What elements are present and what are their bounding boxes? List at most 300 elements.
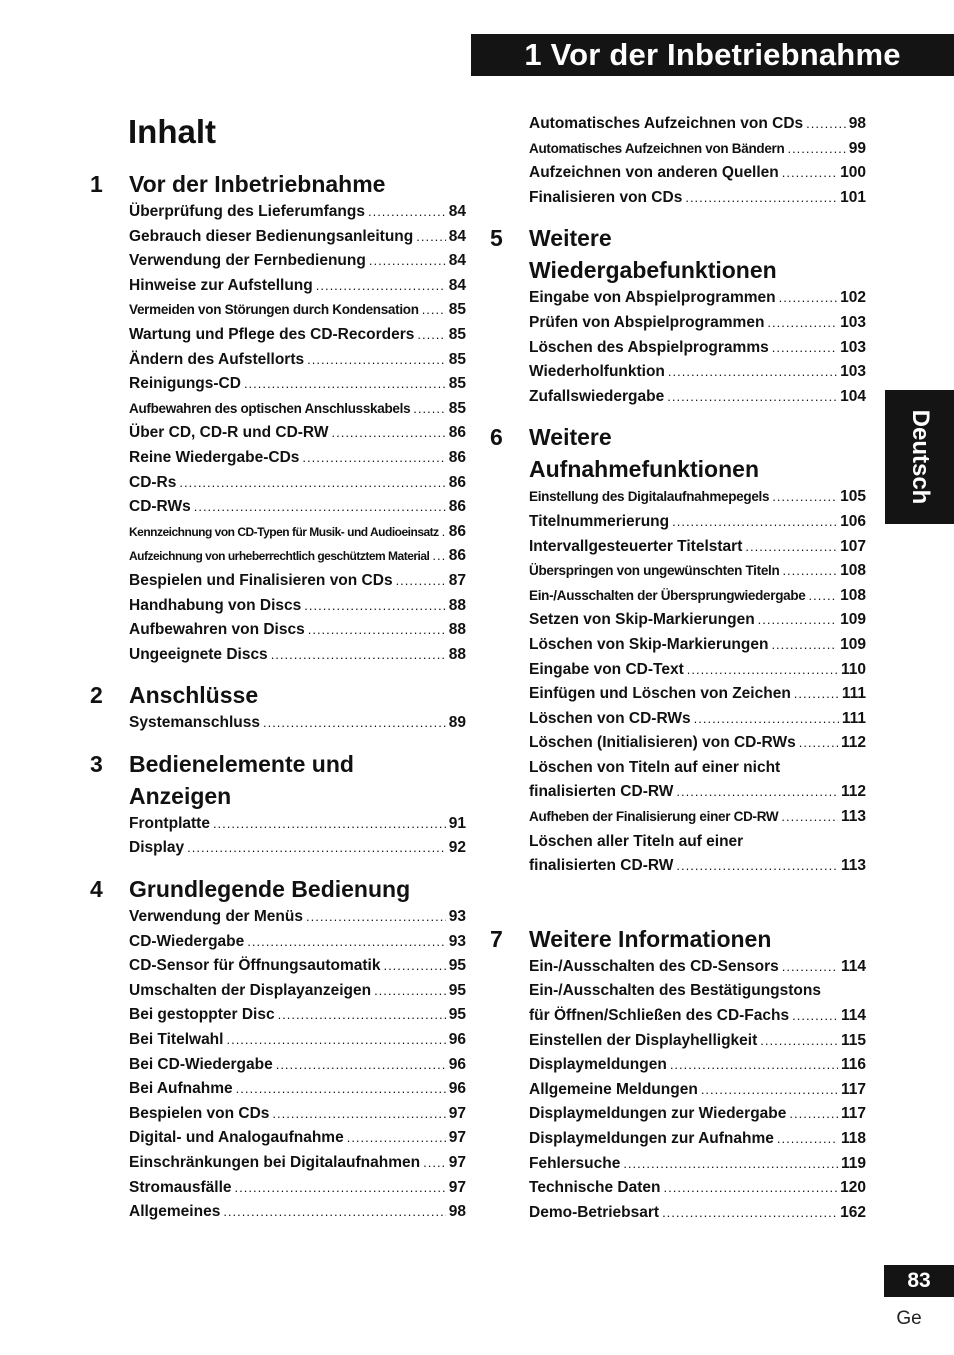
section-spacer [490,409,866,421]
language-tab [885,390,954,524]
toc-right-column [490,112,866,1225]
toc-entry-line [529,979,866,1004]
toc-entry [529,1102,866,1127]
toc-entry [529,161,866,186]
page-title: Inhalt [128,113,216,150]
toc-leader-dots [794,682,839,707]
toc-entry-page: 110 [840,660,866,678]
toc-section-heading [490,421,866,485]
toc-entry [529,682,866,707]
toc-entry-page: 93 [448,908,466,926]
toc-entry-page: 105 [840,488,866,506]
section-title: Anzeigen [129,782,232,809]
toc-entry-page: 97 [448,1178,466,1196]
toc-entry [529,584,866,609]
toc-entry [529,1029,866,1054]
toc-entry-text: Hinweise zur Aufstellung [129,276,313,294]
toc-entry-page: 111 [841,685,866,703]
toc-entry-page: 95 [448,1006,466,1024]
toc-entry [129,1151,466,1176]
toc-entry [529,658,866,683]
toc-entry-page: 98 [448,1203,466,1221]
toc-leader-dots [668,360,837,385]
toc-entry [129,836,466,861]
toc-leader-dots [272,1102,445,1127]
toc-entry-page: 114 [840,1007,866,1025]
toc-entry-text: finalisierten CD-RW [529,783,674,801]
toc-entry-text: Umschalten der Displayanzeigen [129,981,372,999]
toc-entry-page: 116 [840,1056,866,1074]
toc-entry-text: Bei gestoppter Disc [129,1006,275,1024]
toc-leader-dots [623,1152,838,1177]
toc-leader-dots [369,249,446,274]
toc-leader-dots [417,323,445,348]
toc-leader-dots [413,397,445,422]
toc-entry-page: 92 [448,839,466,857]
toc-leader-dots [777,1127,838,1152]
toc-entry [529,1078,866,1103]
toc-entry-page: 120 [840,1179,866,1197]
toc-entry [529,633,866,658]
toc-entry-page: 89 [448,714,466,732]
toc-entry-page: 87 [448,571,466,589]
toc-entry [129,1003,466,1028]
toc-entry-page: 86 [448,522,466,540]
toc-entry-page: 111 [841,709,866,727]
toc-entry [529,510,866,535]
toc-entry-text: Fehlersuche [529,1154,621,1172]
toc-entry [129,1028,466,1053]
toc-entry-text: Frontplatte [129,814,210,832]
toc-entry-page: 108 [840,586,866,604]
toc-entry [129,446,466,471]
toc-leader-dots [662,1201,837,1226]
toc-entry-text: Löschen von Skip-Markierungen [529,635,769,653]
language-code: Ge [896,1308,922,1329]
toc-leader-dots [236,1077,446,1102]
toc-entry-list [529,112,866,210]
toc-entry-text: Automatisches Aufzeichnen von Bändern [529,140,785,156]
toc-leader-dots [213,812,446,837]
section-number: 6 [490,424,503,451]
page-number: 83 [884,1265,954,1297]
toc-leader-dots [432,544,445,569]
toc-entry [529,955,866,980]
toc-entry [129,421,466,446]
toc-entry [529,311,866,336]
toc-entry-text: Display [129,839,185,857]
section-title: Wiedergabefunktionen [529,257,777,284]
toc-entry [129,1102,466,1127]
toc-leader-dots [667,385,837,410]
toc-entry [129,274,466,299]
section-title: Bedienelemente und [129,750,354,777]
toc-entry-text: Technische Daten [529,1179,661,1197]
section-title: Weitere Informationen [529,925,772,952]
toc-entry-text: Handhabung von Discs [129,596,302,614]
toc-entry-text: Löschen von Titeln auf einer nicht [529,758,781,776]
toc-leader-dots [223,1200,445,1225]
toc-entry-text: Eingabe von Abspielprogrammen [529,289,776,307]
toc-entry-text: Löschen (Initialisieren) von CD-RWs [529,734,796,752]
toc-leader-dots [331,421,445,446]
toc-entry [529,137,866,162]
section-number: 7 [490,925,503,952]
toc-entry-text: Überspringen von ungewünschten Titeln [529,563,780,579]
toc-entry [529,485,866,510]
toc-entry [529,559,866,584]
toc-entry [129,1126,466,1151]
toc-leader-dots [672,510,837,535]
toc-entry-text: Löschen von CD-RWs [529,709,691,727]
toc-leader-dots [306,905,446,930]
toc-entry-text: Bespielen und Finalisieren von CDs [129,571,393,589]
toc-section-heading [90,748,466,812]
toc-entry-text: Displaymeldungen zur Aufnahme [529,1130,774,1147]
toc-entry-page: 103 [840,363,866,381]
section-number: 3 [90,750,103,777]
toc-entry-text: Aufzeichnung von urheberrechtlich geschütztem Material [129,549,430,564]
toc-entry-text: Bespielen von CDs [129,1104,270,1122]
toc-leader-dots [304,594,446,619]
toc-entry [529,608,866,633]
toc-entry [129,930,466,955]
toc-section [90,168,466,667]
toc-section [90,679,466,736]
toc-entry-page: 103 [840,338,866,356]
toc-leader-dots [771,633,837,658]
toc-entry [529,707,866,732]
toc-entry-page: 85 [448,399,466,417]
toc-entry-text: CD-Sensor für Öffnungsautomatik [129,957,381,975]
toc-leader-dots [806,112,846,137]
toc-entry [129,1176,466,1201]
toc-entry [129,372,466,397]
toc-entry-text: Allgemeines [129,1203,221,1221]
section-number: 1 [90,171,103,197]
toc-section-heading [490,222,866,286]
toc-leader-dots [308,618,446,643]
toc-entry-page: 85 [448,375,466,393]
toc-entry-list [129,711,466,736]
toc-section-heading [90,679,466,711]
toc-entry-text: Allgemeine Meldungen [529,1080,698,1098]
toc-entry-list [129,200,466,667]
toc-entry [129,812,466,837]
section-title: Grundlegende Bedienung [129,876,411,903]
toc-entry-text: Intervallgesteuerter Titelstart [529,537,743,555]
toc-entry-text: Ein-/Ausschalten der Übersprungwiedergabe [529,587,806,603]
toc-entry [529,731,866,756]
section-title: Anschlüsse [129,682,259,709]
toc-entry-page: 97 [448,1154,466,1171]
toc-leader-dots [374,979,446,1004]
toc-leader-dots [263,711,446,736]
toc-entry [529,186,866,211]
toc-entry-list [529,286,866,409]
toc-entry-text: Aufbewahren von Discs [129,621,305,639]
toc-entry-text: für Öffnen/Schließen des CD-Fachs [529,1007,790,1025]
toc-leader-dots [316,274,446,299]
toc-leader-dots [787,137,845,162]
toc-leader-dots [383,954,445,979]
toc-entry-page: 85 [448,350,466,368]
toc-entry [529,1201,866,1226]
toc-section [490,421,866,879]
toc-leader-dots [782,955,838,980]
toc-entry-text: Löschen aller Titeln auf einer [529,832,744,850]
toc-entry-text: Löschen des Abspielprogramms [529,338,769,356]
toc-entry [129,323,466,348]
toc-leader-dots [347,1126,446,1151]
toc-entry-page: 96 [448,1080,466,1098]
toc-section [90,873,466,1225]
toc-leader-dots [368,200,446,225]
toc-entry-text: Verwendung der Fernbedienung [129,252,366,270]
toc-entry-line [529,756,866,781]
toc-leader-dots [416,225,446,250]
toc-entry [529,535,866,560]
toc-leader-dots [278,1003,446,1028]
toc-entry-page: 85 [448,325,466,343]
toc-entry-text: Kennzeichnung von CD-Typen für Musik- und Audioeinsatz [129,524,439,539]
toc-entry-list [129,812,466,861]
toc-entry [129,954,466,979]
toc-entry [129,495,466,520]
toc-entry [529,360,866,385]
toc-entry-text: Automatisches Aufzeichnen von CDs [529,115,804,132]
toc-entry [529,1004,866,1029]
toc-entry-page: 101 [840,188,866,206]
toc-leader-dots [782,559,837,584]
toc-entry [129,594,466,619]
toc-entry-page: 86 [448,448,466,466]
toc-entry-text: Digital- und Analogaufnahme [129,1129,344,1147]
toc-leader-dots [772,485,837,510]
toc-entry-text: Vermeiden von Störungen durch Kondensation [129,302,419,318]
toc-entry-page: 88 [448,645,466,663]
toc-entry-text: Ändern des Aufstellorts [129,350,305,368]
toc-leader-dots [745,535,837,560]
toc-leader-dots [302,446,445,471]
toc-entry-page: 86 [448,473,466,491]
toc-entry-text: Über CD, CD-R und CD-RW [129,424,329,442]
section-spacer [90,667,466,679]
toc-entry-text: Reine Wiedergabe-CDs [129,448,300,466]
toc-leader-dots [676,780,838,805]
toc-leader-dots [187,836,446,861]
toc-entry-page: 106 [840,512,866,530]
toc-leader-dots [772,336,837,361]
toc-entry-text: Einschränkungen bei Digitalaufnahmen [129,1154,421,1171]
toc-entry-text: Aufzeichnen von anderen Quellen [529,164,779,182]
toc-leader-dots [235,1176,446,1201]
toc-section [490,923,866,1226]
section-number: 5 [490,225,503,252]
toc-entry [129,979,466,1004]
toc-leader-dots [789,1102,838,1127]
toc-entry-page: 95 [448,957,466,975]
toc-entry-page: 112 [840,734,866,752]
toc-section-heading [490,923,866,955]
toc-entry [529,385,866,410]
toc-leader-dots [307,348,446,373]
toc-entry-page: 162 [840,1203,866,1221]
toc-entry-page: 93 [448,932,466,950]
toc-entry [529,286,866,311]
toc-entry-text: Finalisieren von CDs [529,188,683,206]
toc-entry [129,298,466,323]
toc-entry [529,854,866,879]
toc-entry [129,225,466,250]
toc-entry [529,1152,866,1177]
toc-leader-dots [792,1004,838,1029]
toc-entry-page: 109 [840,611,866,629]
toc-entry-text: Aufbewahren des optischen Anschlusskabels [129,400,411,416]
toc-leader-dots [809,584,838,609]
toc-entry-text: Wartung und Pflege des CD-Recorders [129,325,415,343]
toc-entry-page: 113 [840,857,866,875]
toc-entry-text: Verwendung der Menüs [129,908,303,926]
toc-section-heading [90,873,466,905]
toc-leader-dots [271,643,446,668]
toc-leader-dots [779,286,838,311]
toc-entry-text: Displaymeldungen [529,1056,667,1074]
toc-leader-dots [685,186,837,211]
toc-leader-dots [422,298,446,323]
toc-entry-page: 84 [448,276,466,294]
toc-entry [129,520,466,545]
toc-entry-page: 84 [448,227,466,245]
toc-leader-dots [396,569,446,594]
toc-entry [529,112,866,137]
toc-entry [529,1176,866,1201]
section-spacer [90,861,466,873]
toc-entry-page: 97 [448,1104,466,1122]
toc-entry-text: Prüfen von Abspielprogrammen [529,313,765,331]
toc-leader-dots [782,161,837,186]
toc-entry-text: Stromausfälle [129,1178,232,1196]
toc-entry [129,905,466,930]
toc-entry-text: Eingabe von CD-Text [529,660,684,678]
toc-entry-page: 109 [840,635,866,653]
toc-entry-text: finalisierten CD-RW [529,857,674,875]
toc-entry-page: 113 [840,808,866,826]
toc-entry-text: Setzen von Skip-Markierungen [529,611,755,629]
toc-entry-text: CD-RWs [129,498,191,516]
toc-leader-dots [276,1053,446,1078]
toc-entry-page: 95 [448,981,466,999]
toc-leader-dots [767,311,837,336]
toc-leader-dots [664,1176,838,1201]
toc-entry-page: 114 [840,957,866,975]
section-number: 2 [90,682,103,709]
toc-entry [529,1053,866,1078]
toc-entry-text: Displaymeldungen zur Wiedergabe [529,1105,787,1123]
toc-leader-dots [799,731,838,756]
section-title: Weitere [529,225,612,252]
toc-entry [129,1200,466,1225]
toc-entry-text: Einstellen der Displayhelligkeit [529,1031,758,1049]
toc-entry-page: 100 [840,164,866,182]
toc-entry [129,1053,466,1078]
toc-entry-text: Bei Aufnahme [129,1080,233,1098]
toc-entry [129,1077,466,1102]
toc-entry-list [129,905,466,1225]
toc-entry [129,471,466,496]
toc-entry-text: CD-Rs [129,473,177,491]
toc-leader-dots [194,495,446,520]
toc-entry-page: 108 [840,562,866,580]
toc-leader-dots [687,658,838,683]
language-tab-label: Deutsch [906,409,934,505]
toc-entry [529,780,866,805]
toc-entry-page: 117 [840,1105,866,1123]
toc-section [90,748,466,861]
toc-entry-text: Einstellung des Digitalaufnahmepegels [529,489,770,505]
toc-entry [129,643,466,668]
toc-entry [129,618,466,643]
toc-entry-page: 88 [448,621,466,639]
toc-leader-dots [247,930,445,955]
toc-entry-page: 88 [448,596,466,614]
toc-entry-page: 107 [840,537,866,555]
toc-leader-dots [670,1053,838,1078]
toc-entry-page: 91 [448,814,466,832]
toc-entry-page: 119 [840,1154,866,1172]
toc-entry-page: 115 [840,1031,866,1049]
toc-leader-dots [244,372,446,397]
section-title: Weitere [529,424,612,451]
toc-entry-text: Gebrauch dieser Bedienungsanleitung [129,227,414,245]
toc-entry-page: 85 [448,301,466,319]
toc-entry [529,1127,866,1152]
section-number: 4 [90,876,103,903]
toc-entry [529,336,866,361]
toc-entry-page: 99 [848,139,866,157]
toc-leader-dots [694,707,839,732]
toc-leader-dots [760,1029,838,1054]
toc-entry-page: 102 [840,289,866,307]
toc-left-column [90,168,466,1225]
toc-entry-text: Systemanschluss [129,714,260,732]
toc-entry [129,348,466,373]
toc-entry-text: Zufallswiedergabe [529,387,665,405]
section-title: Aufnahmefunktionen [529,456,759,483]
toc-leader-dots [758,608,837,633]
toc-entry [129,249,466,274]
section-spacer [490,210,866,222]
toc-entry-page: 117 [840,1080,866,1098]
toc-entry-page: 84 [448,203,466,220]
toc-entry-text: Bei CD-Wiedergabe [129,1055,273,1073]
toc-entry-text: CD-Wiedergabe [129,932,245,950]
toc-entry-page: 86 [448,547,466,565]
toc-entry-page: 104 [840,387,866,405]
toc-leader-dots [442,520,446,545]
toc-entry-page: 84 [448,252,466,270]
toc-entry-text: Titelnummerierung [529,512,670,530]
toc-entry-text: Reinigungs-CD [129,375,241,393]
toc-entry-page: 97 [448,1129,466,1147]
toc-entry-page: 112 [840,783,866,801]
toc-entry-page: 98 [848,115,866,132]
toc-entry [129,569,466,594]
toc-leader-dots [701,1078,838,1103]
toc-leader-dots [226,1028,445,1053]
toc-entry-page: 96 [448,1055,466,1073]
toc-section [490,222,866,409]
